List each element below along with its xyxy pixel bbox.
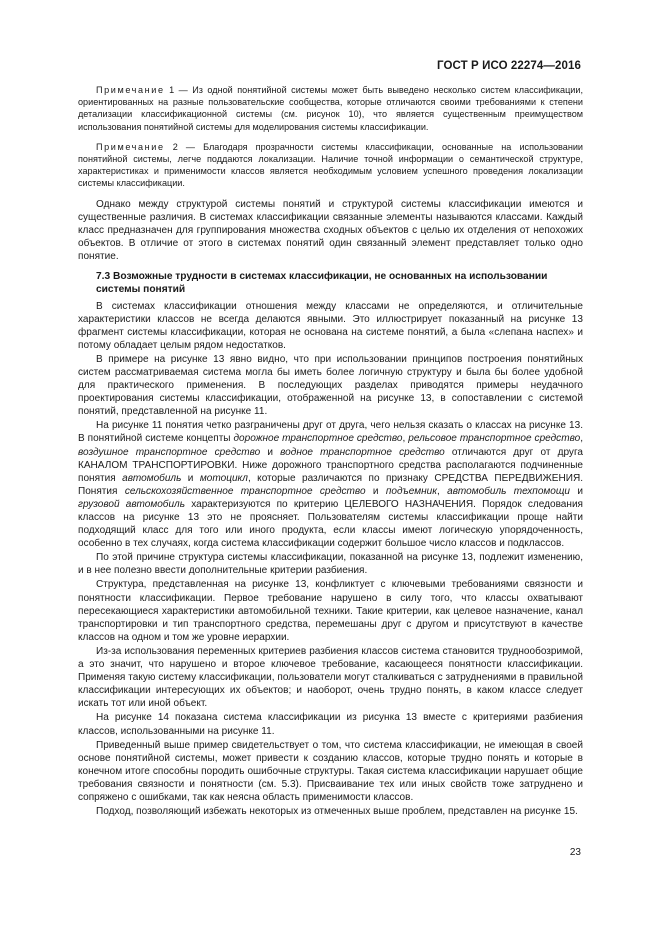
p3-term: рельсовое транспортное средство [408, 433, 581, 445]
paragraph-9: Подход, позволяющий избежать некоторых из отмеченных выше проблем, представлен на рисунке 15. [96, 806, 578, 818]
p3-term: подъемник [385, 485, 438, 497]
p3-text: характеризуются по критерию ЦЕЛЕВОГО НАЗНАЧЕНИЯ. Порядок следования классов на рисунке 13 это не проясняет. Пользователям системы классификации проще найти подходящий класс для того или иного продукта, если классы имеют логическую упорядоченность, особенно в тех случаях, когда система классификации содержит большое число классов и подклассов. [78, 498, 583, 550]
p3-text: и [365, 485, 386, 497]
p3-text: и [260, 446, 281, 458]
p3-term: грузовой автомобиль [78, 498, 185, 510]
note-2 [78, 141, 583, 190]
paragraph-5: Структура, представленная на рисунке 13, конфликтует с ключевыми требованиями связности и понятности классификации. Первое требование нарушено в силу того, что классы охватывают пересекающиеся характеристики автомобильной техники. Такие критерии, как целевое назначение, канал транспортировки и тип транспортного средства, перемешаны друг с другом и присутствуют в качестве классов на одном и том же уровне иерархии. [78, 579, 583, 643]
section-heading: 7.3 Возможные трудности в системах классификации, не основанных на использовании системы понятий [96, 271, 548, 296]
note-2-text: 2 — Благодаря прозрачности системы классификации, основанные на использовании понятийной системы, легче поддаются локализации. Наличие точной информации о семантической структуре, характеристиках и применимости классов является необходимым условием успешного проведения локализации системы классификации. [78, 141, 583, 189]
p3-term: водное транспортное средство [280, 446, 445, 458]
p3-text: , [580, 433, 583, 445]
paragraph-1: В системах классификации отношения между классами не определяются, и отличительные характеристики классов не всегда делаются явными. Это иллюстрирует показанный на рисунке 13 фрагмент системы классификации, которая не основана на системе понятий, а была «слепана наспех» и потому обладает целым рядом недостатков. [78, 300, 583, 351]
p3-term: автомобиль [122, 472, 182, 484]
note-2-lead: Примечание [96, 141, 165, 152]
note-1-text: 1 — Из одной понятийной системы может быть выведено несколько систем классификации, ориентированных на разные пользовательские сообщества, которые отличаются своими требованиями к степени детализации классификационной системы (см. рисунок 10), что является существенным преимуществом использования понятийной системы для моделирования системы классификации. [78, 85, 583, 132]
p3-text: отличаются друг от друга КАНАЛОМ ТРАНСПОРТИРОВКИ. Ниже дорожного транспортного средства располагаются подчиненные понятия [78, 446, 583, 484]
paragraph-8: Приведенный выше пример свидетельствует о том, что система классификации, не имеющая в своей основе понятийной системы, может привести к созданию классов, которые трудно понять и которые в конечном итоге способны породить ошибочные структуры. Такая система классификации нарушает общие требования связности и понятности (см. 5.3). Присваивание тех или иных свойств тоже затруднено и сопряжено с ошибками, так как неясна область применимости классов. [78, 739, 583, 803]
paragraph-6: Из-за использования переменных критериев разбиения классов система становится труднообозримой, а это значит, что нарушено и второе ключевое требование, касающееся понятности классификации. Применяя такую систему классификации, пользователи могут сталкиваться с затруднениями в правильной классификации интересующих их объектов; и наоборот, очень трудно понять, в каком классе следует искать тот или иной объект. [78, 645, 583, 710]
p3-term: мотоцикл [199, 472, 248, 484]
page-number: 23 [569, 847, 581, 858]
p3-term: дорожное транспортное средство [233, 433, 403, 445]
section-gap [78, 263, 583, 270]
paragraph-4: По этой причине структура системы классификации, показанной на рисунке 13, подлежит изменению, и в нее полезно ввести дополнительные критерии разбиения. [78, 552, 583, 577]
paragraph-2: В примере на рисунке 13 явно видно, что при использовании принципов построения понятийных систем рассматриваемая система могла бы иметь более логичную структуру и была бы более удобной для практического применения. В последующих разделах приводятся примеры неудачного проектирования системы классификации, отображенной на рисунке 13, в сопоставлении с системой понятий, представленной на рисунке 11. [78, 353, 583, 418]
paragraph-7: На рисунке 14 показана система классификации из рисунка 13 вместе с критериями разбиения классов, использованными на рисунке 11. [78, 712, 583, 737]
p3-term: сельскохозяйственное транспортное средство [124, 485, 366, 497]
note-1 [78, 84, 583, 133]
note-1-lead: Примечание [96, 85, 165, 95]
page-content [78, 84, 583, 818]
paragraph-3 [78, 419, 583, 550]
document-header: ГОСТ Р ИСО 22274—2016 [436, 60, 581, 72]
p3-text: , [402, 433, 409, 445]
p3-term: автомобиль техпомощи [447, 485, 571, 497]
p3-text: и [570, 485, 583, 497]
p3-text: На рисунке 11 понятия четко разграничены друг от друга, чего нельзя сказать о классах на рисунке 13. В понятийной системе концепты [78, 420, 583, 445]
p3-text: , [437, 485, 448, 497]
p3-term: воздушное транспортное средство [78, 446, 261, 458]
p3-text: и [181, 472, 200, 484]
p3-text: , которые различаются по признаку СРЕДСТВА ПЕРЕДВИЖЕНИЯ. Понятия [78, 472, 583, 497]
intro-paragraph: Однако между структурой системы понятий и структурой системы классификации имеются и существенные различия. В системах классификации связанные элементы называются классами. Каждый класс предназначен для группирования множества сходных объектов с целью их отделения от непохожих объектов. В отличие от этого в системах понятий один связанный элемент представляет только одно понятие. [78, 198, 583, 262]
